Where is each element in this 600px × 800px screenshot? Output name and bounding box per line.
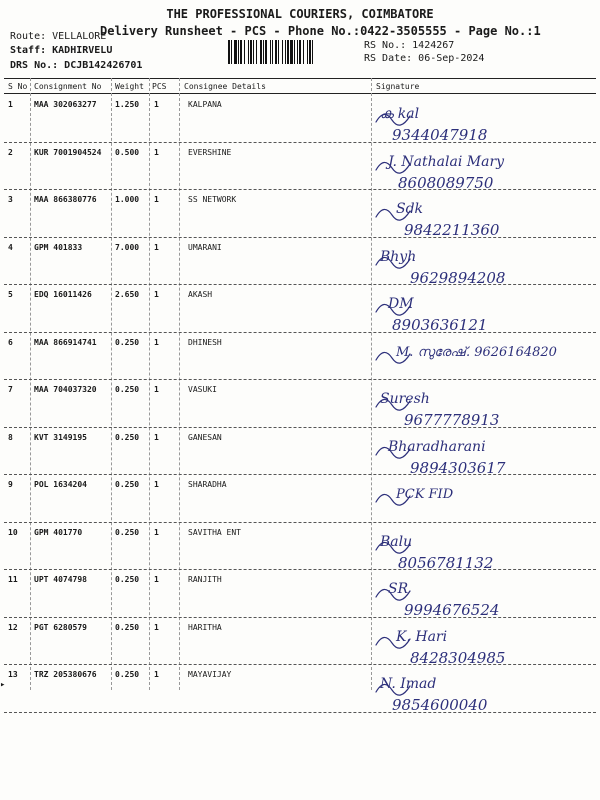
- col-signature: Signature: [376, 82, 420, 91]
- signature-handwriting: [370, 193, 600, 243]
- cell-weight: 7.000: [115, 242, 140, 252]
- row-separator: [4, 664, 596, 665]
- cell-consignment: MAA 704037320: [34, 385, 97, 394]
- cell-pcs: 1: [154, 195, 159, 204]
- col-divider: [149, 78, 150, 690]
- col-sno: S No: [8, 82, 28, 91]
- row-separator: [4, 189, 596, 190]
- cell-consignment: TRZ 205380676: [34, 670, 97, 679]
- cell-weight: 1.000: [115, 195, 140, 204]
- table-top-rule: [4, 78, 596, 79]
- cell-weight: 0.500: [115, 147, 140, 157]
- cell-pcs: 1: [154, 670, 159, 679]
- cell-pcs: 1: [154, 432, 159, 442]
- row-separator: [4, 617, 596, 618]
- signature-handwriting: [370, 288, 600, 338]
- row-separator: [4, 332, 596, 333]
- signature-handwriting: [370, 383, 600, 433]
- margin-mark: ▸: [0, 680, 6, 690]
- signature-phone: 8903636121: [392, 316, 488, 334]
- cell-pcs: 1: [154, 385, 159, 394]
- cell-consignee: SS NETWORK: [188, 195, 237, 204]
- row-separator: [4, 712, 596, 713]
- row-separator: [4, 284, 596, 285]
- cell-pcs: 1: [154, 290, 159, 299]
- cell-consignee: EVERSHINE: [188, 147, 232, 157]
- col-consignment: Consignment No: [34, 82, 102, 91]
- cell-weight: 0.250: [115, 527, 140, 537]
- cell-weight: 0.250: [115, 670, 140, 679]
- cell-pcs: 1: [154, 337, 159, 347]
- cell-consignee: GANESAN: [188, 432, 222, 442]
- cell-consignment: MAA 866380776: [34, 195, 97, 204]
- signature-name: DM: [388, 296, 414, 312]
- cell-pcs: 1: [154, 147, 159, 157]
- signature-handwriting: [370, 146, 600, 196]
- cell-consignment: EDQ 16011426: [34, 290, 92, 299]
- cell-sno: 10: [8, 527, 18, 537]
- signature-handwriting: [370, 98, 600, 148]
- rs-date: RS Date: 06-Sep-2024: [364, 53, 485, 64]
- drs-number: DRS No.: DCJB142426701: [10, 60, 143, 71]
- cell-sno: 13: [8, 670, 18, 679]
- cell-consignment: UPT 4074798: [34, 575, 87, 584]
- cell-pcs: 1: [154, 622, 159, 632]
- signature-phone: 9994676524: [404, 601, 500, 619]
- row-separator: [4, 427, 596, 428]
- staff-label: Staff: KADHIRVELU: [10, 45, 113, 56]
- barcode-image: [228, 40, 352, 64]
- cell-pcs: 1: [154, 480, 159, 489]
- signature-handwriting: [370, 241, 600, 291]
- col-divider: [111, 78, 112, 690]
- signature-name: K. Hari: [396, 628, 448, 645]
- col-pcs: PCS: [152, 82, 167, 91]
- cell-sno: 2: [8, 147, 13, 157]
- signature-phone: 9629894208: [410, 268, 506, 287]
- runsheet-title: Delivery Runsheet - PCS - Phone No.:0422-3505555 - Page No.:1: [100, 24, 541, 38]
- signature-handwriting: [370, 478, 600, 528]
- signature-name: N. Imad: [380, 676, 437, 692]
- cell-weight: 2.650: [115, 290, 140, 299]
- cell-weight: 1.250: [115, 100, 140, 109]
- rs-number: RS No.: 1424267: [364, 40, 455, 51]
- signature-phone: 8056781132: [398, 553, 494, 572]
- signature-handwriting: [370, 526, 600, 576]
- cell-sno: 5: [8, 290, 13, 299]
- signature-name: Sdk: [396, 201, 424, 217]
- signature-name: Suresh: [380, 391, 430, 407]
- cell-weight: 0.250: [115, 432, 140, 442]
- cell-pcs: 1: [154, 100, 159, 109]
- signature-name: Bharadharani: [388, 438, 486, 455]
- cell-sno: 11: [8, 575, 18, 584]
- col-divider: [30, 78, 31, 690]
- row-separator: [4, 237, 596, 238]
- cell-consignment: KUR 7001904524: [34, 147, 102, 157]
- cell-sno: 8: [8, 432, 13, 442]
- cell-consignee: HARITHA: [188, 622, 222, 632]
- cell-sno: 4: [8, 242, 13, 252]
- col-divider: [179, 78, 180, 690]
- signature-name: J. Nathalai Mary: [388, 153, 505, 170]
- cell-sno: 1: [8, 100, 13, 109]
- row-separator: [4, 142, 596, 143]
- signature-phone: 8608089750: [398, 173, 494, 192]
- signature-phone: 9677778913: [404, 411, 500, 429]
- cell-sno: 7: [8, 385, 13, 394]
- signature-phone: 8428304985: [410, 648, 506, 667]
- cell-consignment: KVT 3149195: [34, 432, 87, 442]
- signature-name: Balu: [380, 533, 413, 550]
- cell-consignee: SHARADHA: [188, 480, 227, 489]
- signature-handwriting: [370, 336, 600, 386]
- cell-consignee: DHINESH: [188, 337, 222, 347]
- cell-sno: 6: [8, 337, 13, 347]
- cell-consignment: PGT 6280579: [34, 622, 87, 632]
- cell-consignee: VASUKI: [188, 385, 217, 394]
- cell-pcs: 1: [154, 575, 159, 584]
- col-weight: Weight: [115, 82, 144, 91]
- signature-handwriting: [370, 668, 600, 718]
- signature-phone: 9842211360: [404, 221, 500, 239]
- cell-consignment: MAA 302063277: [34, 100, 97, 109]
- signature-name: M. സുരേഷ്. 9626164820: [396, 344, 557, 360]
- row-separator: [4, 522, 596, 523]
- route-label: Route: VELLALORE: [10, 31, 107, 42]
- col-consignee: Consignee Details: [184, 82, 266, 91]
- cell-consignee: KALPANA: [188, 100, 222, 109]
- cell-pcs: 1: [154, 242, 159, 252]
- cell-consignee: AKASH: [188, 290, 213, 299]
- row-separator: [4, 569, 596, 570]
- cell-sno: 3: [8, 195, 13, 204]
- cell-weight: 0.250: [115, 622, 140, 632]
- signature-handwriting: [370, 573, 600, 623]
- cell-consignment: GPM 401833: [34, 242, 83, 252]
- cell-consignment: MAA 866914741: [34, 337, 97, 347]
- signature-name: ക kal: [380, 106, 420, 122]
- cell-consignee: RANJITH: [188, 575, 222, 584]
- signature-phone: 9344047918: [392, 126, 488, 144]
- signature-name: PCK FID: [396, 487, 454, 502]
- cell-weight: 0.250: [115, 337, 140, 347]
- signature-name: Bhyh: [380, 248, 417, 265]
- signature-phone: 9894303617: [410, 458, 506, 477]
- table-head-rule: [4, 93, 596, 94]
- cell-consignee: UMARANI: [188, 242, 222, 252]
- cell-weight: 0.250: [115, 385, 140, 394]
- signature-handwriting: [370, 431, 600, 481]
- cell-pcs: 1: [154, 527, 159, 537]
- cell-sno: 12: [8, 622, 18, 632]
- row-separator: [4, 474, 596, 475]
- signature-phone: 9854600040: [392, 696, 488, 714]
- cell-consignee: SAVITHA ENT: [188, 527, 241, 537]
- row-separator: [4, 379, 596, 380]
- cell-weight: 0.250: [115, 480, 140, 489]
- cell-consignee: MAYAVIJAY: [188, 670, 232, 679]
- company-title: THE PROFESSIONAL COURIERS, COIMBATORE: [166, 7, 434, 21]
- cell-sno: 9: [8, 480, 13, 489]
- signature-name: SR: [388, 581, 409, 597]
- cell-weight: 0.250: [115, 575, 140, 584]
- signature-handwriting: [370, 621, 600, 671]
- cell-consignment: POL 1634204: [34, 480, 87, 489]
- cell-consignment: GPM 401770: [34, 527, 83, 537]
